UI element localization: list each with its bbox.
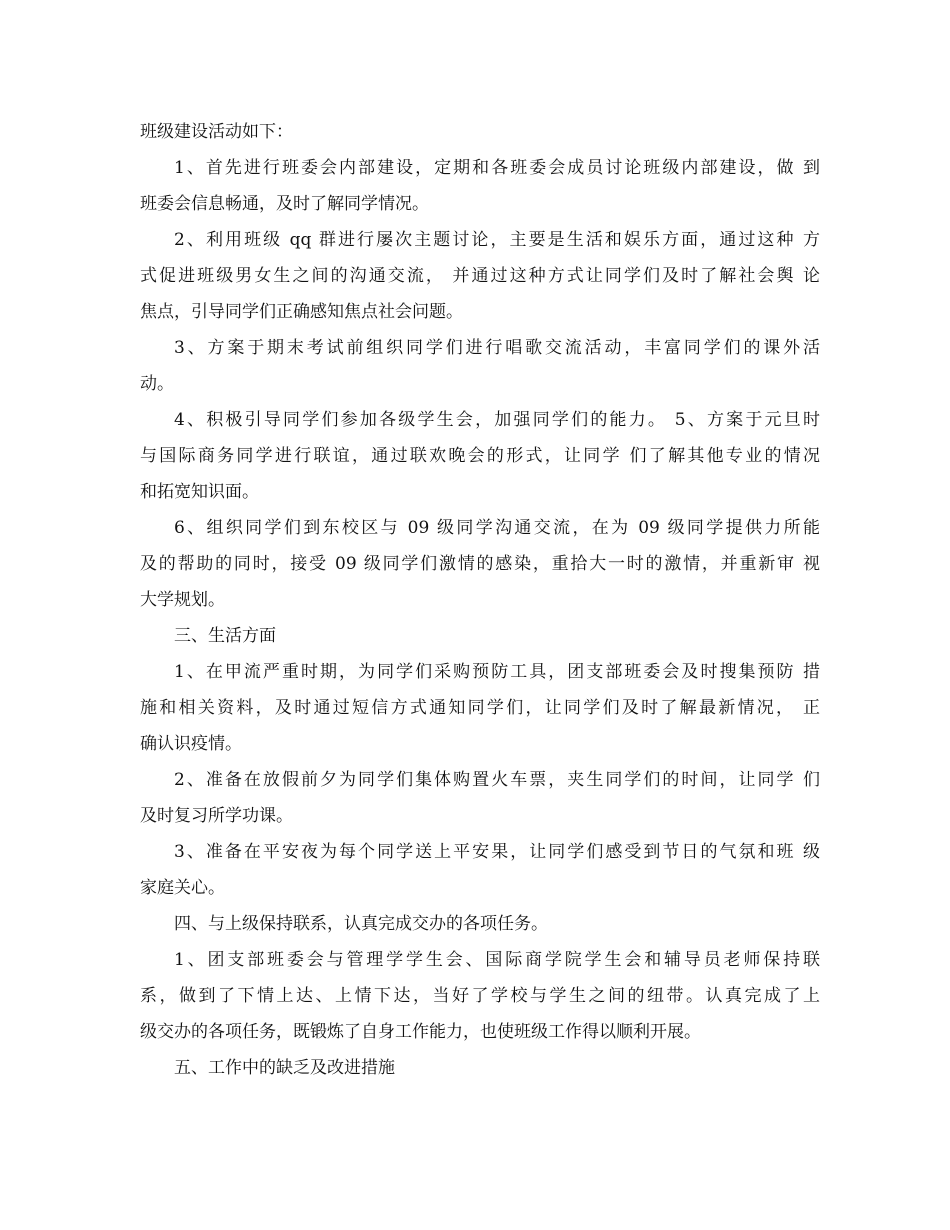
text-line: 大学规划。 (140, 590, 225, 610)
text-line: 动。 (140, 374, 174, 394)
text-line: 3、方案于期末考试前组织同学们进行唱歌交流活动，丰富同学们的课外活 (174, 338, 820, 358)
section-heading: 四、与上级保持联系，认真完成交办的各项任务。 (174, 914, 548, 934)
text-line: 1、首先进行班委会内部建设，定期和各班委会成员讨论班级内部建设，做 到 (174, 158, 820, 178)
text-line: 确认识疫情。 (140, 734, 242, 754)
text-line: 焦点，引导同学们正确感知焦点社会问题。 (140, 302, 463, 322)
text-line: 与国际商务同学进行联谊，通过联欢晚会的形式，让同学 们了解其他专业的情况 (140, 446, 820, 466)
text-line: 6、组织同学们到东校区与 09 级同学沟通交流，在为 09 级同学提供力所能 (174, 518, 820, 538)
text-line: 及的帮助的同时，接受 09 级同学们激情的感染，重拾大一时的激情，并重新审 视 (140, 554, 820, 574)
text-line: 1、团支部班委会与管理学学生会、国际商学院学生会和辅导员老师保持联 (174, 950, 820, 970)
text-line: 家庭关心。 (140, 878, 225, 898)
text-line: 系，做到了下情上达、上情下达，当好了学校与学生之间的纽带。认真完成了上 (140, 986, 820, 1006)
text-line: 级交办的各项任务，既锻炼了自身工作能力，也使班级工作得以顺利开展。 (140, 1022, 701, 1042)
text-line: 4、积极引导同学们参加各级学生会，加强同学们的能力。 5、方案于元旦时 (174, 410, 820, 430)
text-line: 及时复习所学功课。 (140, 806, 293, 826)
text-line: 3、准备在平安夜为每个同学送上平安果，让同学们感受到节日的气氛和班 级 (174, 842, 820, 862)
text-line: 2、准备在放假前夕为同学们集体购置火车票，夹生同学们的时间，让同学 们 (174, 770, 820, 790)
text-line: 式促进班级男女生之间的沟通交流， 并通过这种方式让同学们及时了解社会舆 论 (140, 266, 820, 286)
text-line: 和拓宽知识面。 (140, 482, 259, 502)
document-body (140, 114, 820, 1086)
text-line: 班级建设活动如下： (140, 122, 293, 142)
text-line: 施和相关资料，及时通过短信方式通知同学们，让同学们及时了解最新情况， 正 (140, 698, 820, 718)
section-heading: 三、生活方面 (174, 626, 276, 646)
section-heading: 五、工作中的缺乏及改进措施 (174, 1058, 395, 1078)
text-line: 2、利用班级 qq 群进行屡次主题讨论，主要是生活和娱乐方面，通过这种 方 (174, 230, 820, 250)
text-line: 班委会信息畅通，及时了解同学情况。 (140, 194, 429, 214)
text-line: 1、在甲流严重时期，为同学们采购预防工具，团支部班委会及时搜集预防 措 (174, 662, 820, 682)
